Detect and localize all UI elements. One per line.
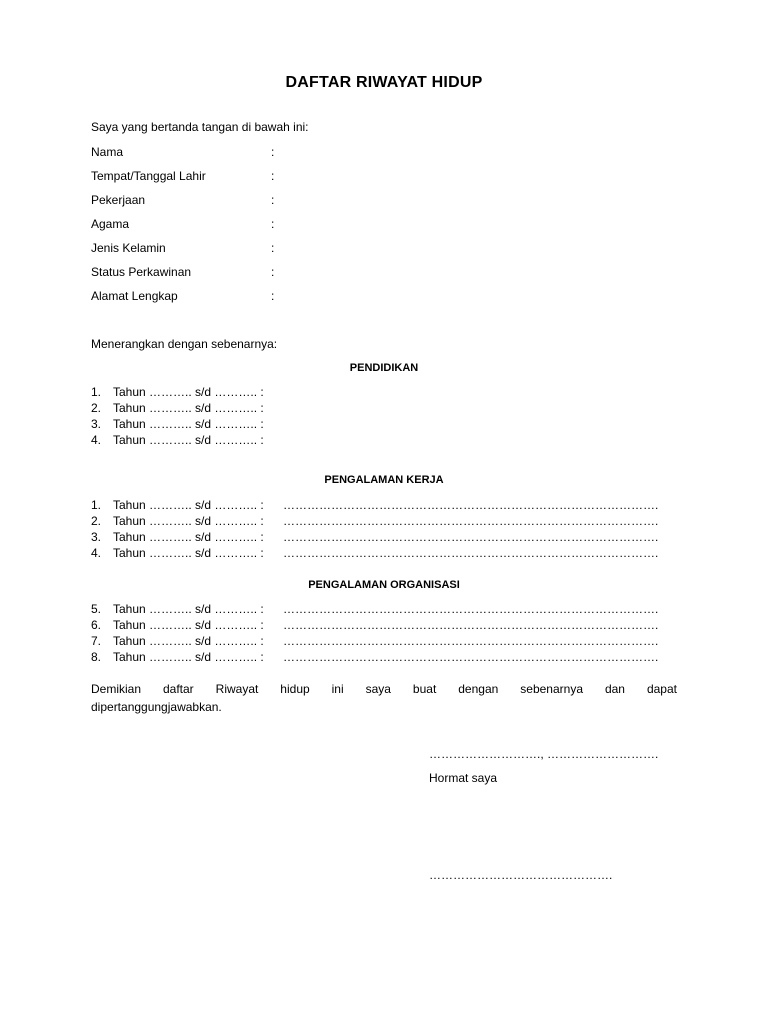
regards-text: Hormat saya xyxy=(429,771,498,785)
work-heading: PENGALAMAN KERJA xyxy=(324,474,444,486)
list-item-description: …………………………………………………………………………………. xyxy=(283,650,659,664)
list-item: Tahun ……….. s/d ……….. : xyxy=(113,433,264,447)
list-item-number: 1. xyxy=(91,385,102,399)
list-item-number: 2. xyxy=(91,514,102,528)
closing-line-1: Demikian daftar Riwayat hidup ini saya buat dengan sebenarnya dan dapat xyxy=(91,682,677,696)
list-item-description: …………………………………………………………………………………. xyxy=(283,634,659,648)
field-label-nama: Nama xyxy=(91,145,124,159)
list-item-number: 4. xyxy=(91,433,102,447)
list-item-number: 7. xyxy=(91,634,102,648)
list-item: Tahun ……….. s/d ……….. : xyxy=(113,530,264,544)
field-colon: : xyxy=(271,241,275,255)
field-label-marital: Status Perkawinan xyxy=(91,265,192,279)
list-item-number: 4. xyxy=(91,546,102,560)
field-label-occupation: Pekerjaan xyxy=(91,193,146,207)
list-item: Tahun ……….. s/d ……….. : xyxy=(113,650,264,664)
intro-text: Saya yang bertanda tangan di bawah ini: xyxy=(91,120,309,134)
field-colon: : xyxy=(271,193,275,207)
field-colon: : xyxy=(271,289,275,303)
organization-heading: PENGALAMAN ORGANISASI xyxy=(308,579,460,591)
list-item: Tahun ……….. s/d ……….. : xyxy=(113,417,264,431)
field-colon: : xyxy=(271,265,275,279)
list-item-description: …………………………………………………………………………………. xyxy=(283,514,659,528)
list-item: Tahun ……….. s/d ……….. : xyxy=(113,498,264,512)
list-item: Tahun ……….. s/d ……….. : xyxy=(113,602,264,616)
list-item-description: …………………………………………………………………………………. xyxy=(283,546,659,560)
signature-line: ………………………………………. xyxy=(429,868,613,882)
field-label-gender: Jenis Kelamin xyxy=(91,241,166,255)
field-colon: : xyxy=(271,169,275,183)
list-item: Tahun ……….. s/d ……….. : xyxy=(113,546,264,560)
field-colon: : xyxy=(271,145,275,159)
list-item-number: 1. xyxy=(91,498,102,512)
list-item-description: …………………………………………………………………………………. xyxy=(283,602,659,616)
closing-paragraph xyxy=(91,680,677,716)
list-item-description: …………………………………………………………………………………. xyxy=(283,530,659,544)
list-item: Tahun ……….. s/d ……….. : xyxy=(113,618,264,632)
field-label-religion: Agama xyxy=(91,217,130,231)
list-item-description: …………………………………………………………………………………. xyxy=(283,618,659,632)
list-item-description: …………………………………………………………………………………. xyxy=(283,498,659,512)
place-date-line: ………………………., ………………………. xyxy=(429,747,659,761)
list-item-number: 6. xyxy=(91,618,102,632)
list-item-number: 2. xyxy=(91,401,102,415)
document-title: DAFTAR RIWAYAT HIDUP xyxy=(285,74,483,91)
list-item-number: 3. xyxy=(91,530,102,544)
list-item-number: 8. xyxy=(91,650,102,664)
closing-line-2: dipertanggungjawabkan. xyxy=(91,700,222,714)
statement-text: Menerangkan dengan sebenarnya: xyxy=(91,337,278,351)
list-item: Tahun ……….. s/d ……….. : xyxy=(113,401,264,415)
field-colon: : xyxy=(271,217,275,231)
list-item: Tahun ……….. s/d ……….. : xyxy=(113,514,264,528)
list-item-number: 3. xyxy=(91,417,102,431)
list-item: Tahun ……….. s/d ……….. : xyxy=(113,385,264,399)
field-label-birth: Tempat/Tanggal Lahir xyxy=(91,169,206,183)
field-label-address: Alamat Lengkap xyxy=(91,289,178,303)
education-heading: PENDIDIKAN xyxy=(349,362,419,374)
list-item: Tahun ……….. s/d ……….. : xyxy=(113,634,264,648)
list-item-number: 5. xyxy=(91,602,102,616)
